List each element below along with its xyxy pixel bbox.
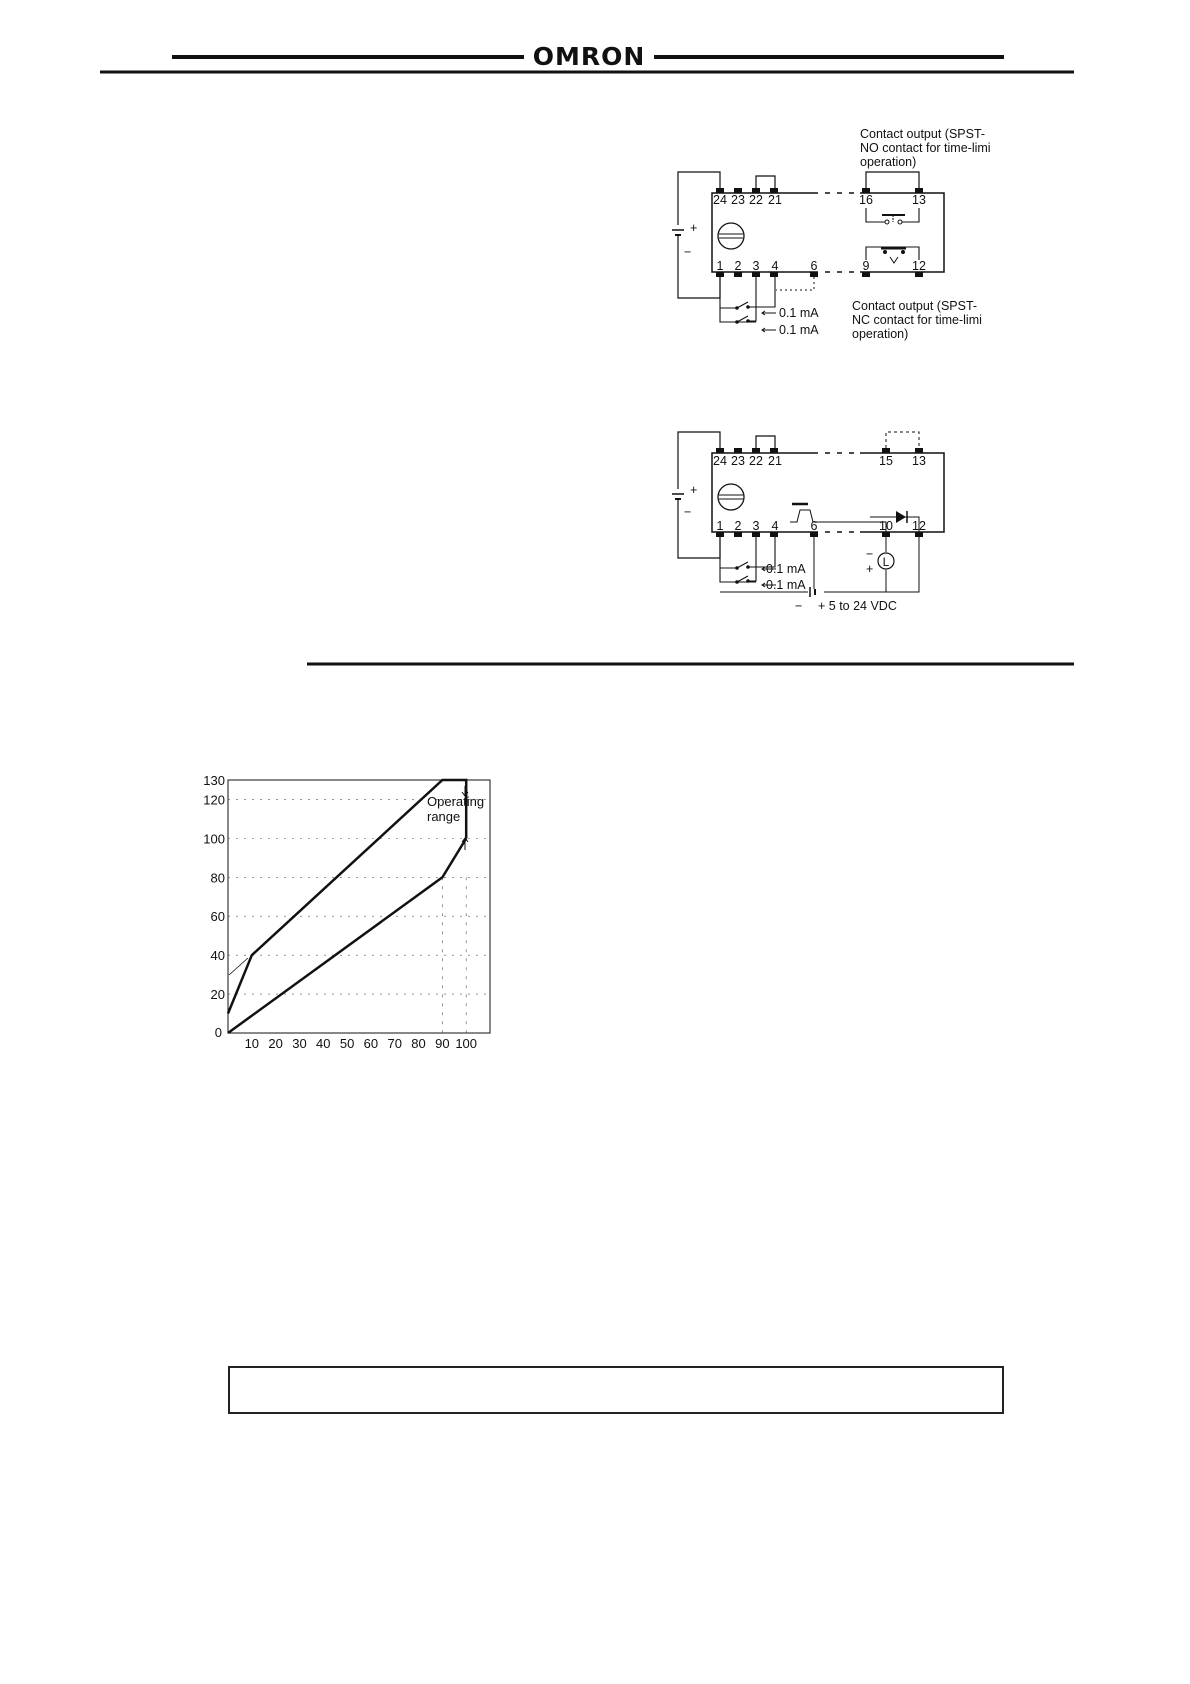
caption-line: Contact output (SPST-: [852, 299, 978, 313]
dial-knob-icon: [718, 223, 744, 249]
annotation-line: Operating: [427, 794, 485, 809]
x-tick-labels: [245, 1036, 477, 1051]
pin-label: 23: [731, 193, 745, 207]
wiring-diagram-transistor-output: [671, 432, 944, 613]
dc-source-icon: [808, 587, 822, 597]
pin-label: 2: [734, 519, 742, 533]
pin-label: 6: [810, 519, 818, 533]
x-tick-label: 100: [455, 1036, 478, 1051]
vdc-minus: −: [795, 599, 803, 613]
chart-grid: [228, 799, 490, 1033]
pin-label: 16: [859, 193, 873, 207]
page-header: [100, 42, 1074, 72]
pin-label: 13: [912, 193, 926, 207]
load-symbol: L: [882, 555, 890, 569]
x-tick-label: 10: [244, 1036, 260, 1051]
pin-label: 3: [752, 259, 760, 273]
pin-label: 12: [912, 259, 926, 273]
x-tick-label: 60: [363, 1036, 379, 1051]
pin-label: 24: [713, 454, 727, 468]
y-tick-label: 80: [210, 870, 225, 886]
note-box: [228, 1366, 1004, 1414]
y-tick-label: 60: [210, 909, 225, 925]
pin-label: 13: [912, 454, 926, 468]
x-tick-label: 90: [435, 1036, 450, 1051]
pin-label: 1: [716, 519, 724, 533]
x-tick-label: 30: [292, 1036, 307, 1051]
pin-label: 9: [862, 259, 870, 273]
caption-line: operation): [852, 327, 909, 341]
pin-label: 12: [912, 519, 926, 533]
nc-contact-icon: [866, 247, 919, 263]
y-tick-label: 100: [203, 831, 225, 847]
internal-wire: [790, 510, 886, 532]
supply-minus: −: [684, 505, 692, 519]
pin-label: 21: [768, 193, 782, 207]
current-label: 0.1 mA: [779, 306, 819, 320]
optional-bracket: [886, 432, 919, 448]
range-annotation: [427, 794, 488, 824]
no-contact-bracket: [866, 172, 919, 188]
y-tick-labels: [203, 773, 225, 1040]
y-tick-label: 0: [214, 1025, 222, 1040]
supply-plus: +: [690, 483, 698, 497]
current-arrow: [762, 311, 776, 315]
annotation-line: range: [427, 809, 461, 824]
terminal: [716, 448, 724, 453]
supply-minus: −: [684, 245, 692, 259]
omron-logo: OMRON: [532, 42, 646, 71]
load-plus: +: [866, 562, 874, 576]
pin-label: 24: [713, 193, 727, 207]
pin-label: 1: [716, 259, 724, 273]
operating-range-chart: [203, 773, 490, 1051]
no-contact-icon: [866, 208, 919, 224]
x-tick-label: 70: [387, 1036, 402, 1051]
pin-label: 4: [771, 259, 779, 273]
pin-label: 23: [731, 454, 745, 468]
caption-line: operation): [860, 155, 917, 169]
module-body: [712, 453, 944, 532]
y-tick-label: 130: [203, 773, 225, 788]
load-minus: −: [866, 547, 874, 561]
current-label: 0.1 mA: [766, 578, 806, 592]
load-icon: [878, 553, 894, 569]
y-tick-label: 20: [210, 987, 225, 1003]
nc-contact-caption: [852, 299, 985, 341]
pin-label: 3: [752, 519, 760, 533]
pin-label: 22: [749, 454, 763, 468]
jumper-22-21: [756, 176, 775, 188]
pin-label: 22: [749, 193, 763, 207]
terminal: [770, 448, 778, 453]
caption-line: Contact output (SPST-: [860, 127, 986, 141]
pin-label: 6: [810, 259, 818, 273]
battery-icon: [671, 494, 685, 499]
caption-line: NO contact for time-limi: [860, 141, 991, 155]
x-tick-label: 80: [411, 1036, 426, 1051]
pin-label: 21: [768, 454, 782, 468]
battery-icon: [671, 230, 685, 235]
pin-label: 2: [734, 259, 742, 273]
output-6-wire: [776, 277, 814, 290]
module-body: [712, 193, 944, 272]
no-contact-caption: [860, 127, 994, 169]
pin-label: 4: [771, 519, 779, 533]
current-label: 0.1 mA: [766, 562, 806, 576]
x-tick-label: 20: [268, 1036, 283, 1051]
wiring-diagram-contact-output: [671, 127, 994, 341]
input-wire: [720, 277, 775, 322]
x-tick-label: 50: [339, 1036, 355, 1051]
vdc-label: + 5 to 24 VDC: [818, 599, 897, 613]
pin-label: 15: [879, 454, 893, 468]
terminal: [915, 448, 923, 453]
switch-icon: [735, 562, 750, 584]
current-arrow: [762, 328, 776, 332]
dial-knob-icon: [718, 484, 744, 510]
y-tick-label: 120: [203, 792, 225, 808]
y-tick-label: 40: [210, 948, 225, 964]
x-tick-label: 40: [316, 1036, 331, 1051]
switch-icon: [735, 302, 750, 324]
caption-line: NC contact for time-limi: [852, 313, 982, 327]
supply-plus: +: [690, 221, 698, 235]
diode-icon: [896, 511, 907, 523]
jumper-22-21: [756, 436, 775, 448]
terminal: [734, 448, 742, 453]
pin-label: 10: [879, 519, 893, 533]
terminal: [882, 448, 890, 453]
terminal: [752, 448, 760, 453]
current-label: 0.1 mA: [779, 323, 819, 337]
